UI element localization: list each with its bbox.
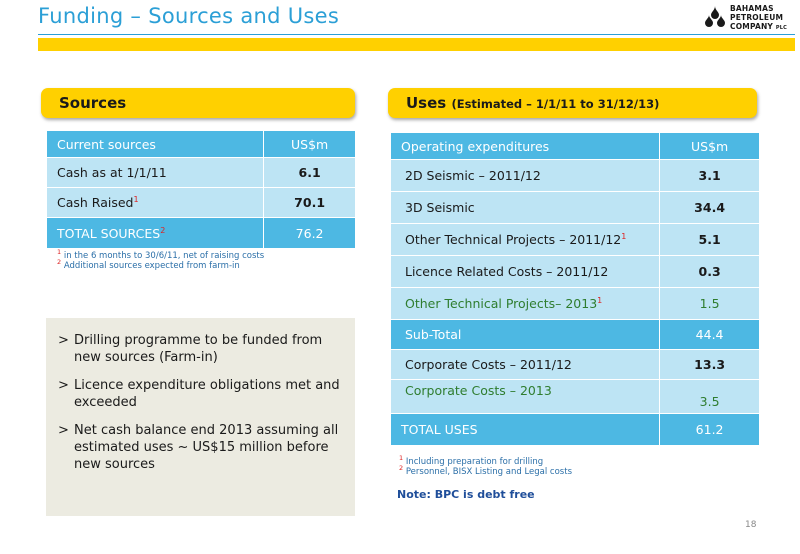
uses-row-value: 1.5 [660, 288, 760, 320]
title-divider [38, 34, 795, 35]
uses-total-label: TOTAL USES [391, 414, 660, 446]
sources-total-value: 76.2 [264, 218, 356, 249]
debt-note: Note: BPC is debt free [397, 488, 535, 501]
sources-total-label: TOTAL SOURCES$^2$ [47, 218, 264, 249]
uses-row-label: 2D Seismic – 2011/12 [391, 160, 660, 192]
table-row [391, 192, 760, 224]
table-row [47, 188, 356, 218]
uses-table [390, 132, 760, 446]
uses-header-unit: US$m [660, 133, 760, 160]
footnote: $^1$ in the 6 months to 30/6/11, net of raising costs [57, 248, 265, 261]
uses-row-value: 3.5 [660, 380, 760, 414]
logo-line3: COMPANY [730, 22, 774, 31]
sources-table [46, 130, 356, 249]
uses-row-value: 0.3 [660, 256, 760, 288]
footnote: $^2$ Personnel, BISX Listing and Legal costs [399, 464, 572, 477]
sources-heading-text: Sources [59, 94, 127, 112]
uses-footnotes [399, 454, 659, 477]
uses-header-row [391, 133, 760, 160]
uses-row-label: Corporate Costs – 2011/12 [391, 350, 660, 380]
table-row [47, 158, 356, 188]
logo-line1: BAHAMAS [730, 4, 774, 13]
table-row [391, 256, 760, 288]
sources-row-value: 6.1 [264, 158, 356, 188]
list-item: > Licence expenditure obligations met and exceeded [58, 378, 340, 410]
uses-header-label: Operating expenditures [391, 133, 660, 160]
logo-line2: PETROLEUM [730, 13, 784, 22]
sources-row-value: 70.1 [264, 188, 356, 218]
key-points-box [46, 318, 355, 516]
uses-row-label: Licence Related Costs – 2011/12 [391, 256, 660, 288]
uses-row-label: Corporate Costs – 2013 [391, 380, 660, 414]
sources-header-unit: US$m [264, 131, 356, 158]
uses-subtotal-row [391, 320, 760, 350]
page-title: Funding – Sources and Uses [38, 4, 340, 28]
uses-row-value: 3.1 [660, 160, 760, 192]
uses-total-row [391, 414, 760, 446]
title-accent-bar [38, 38, 795, 51]
footnote: $^1$ Including preparation for drilling [399, 454, 544, 467]
oil-drops-icon [703, 6, 727, 30]
table-row [391, 350, 760, 380]
uses-heading-subtitle: (Estimated – 1/1/11 to 31/12/13) [451, 97, 660, 111]
uses-subtotal-label: Sub-Total [391, 320, 660, 350]
uses-heading [388, 88, 757, 118]
uses-row-value: 5.1 [660, 224, 760, 256]
uses-row-label: Other Technical Projects – $2011/12^1$ [391, 224, 660, 256]
uses-row-value: 34.4 [660, 192, 760, 224]
uses-subtotal-value: 44.4 [660, 320, 760, 350]
sources-heading [41, 88, 355, 118]
table-row [391, 160, 760, 192]
uses-total-value: 61.2 [660, 414, 760, 446]
uses-row-label: 3D Seismic [391, 192, 660, 224]
list-item: > Net cash balance end 2013 assuming all estimated uses ~ US$15 million before new sources [58, 423, 339, 472]
footnote: $^2$ Additional sources expected from farm-in [57, 258, 240, 271]
uses-row-label: Other Technical Projects– 2013$^1$ [391, 288, 660, 320]
list-item: > Drilling programme to be funded from new sources (Farm-in) [58, 333, 323, 365]
company-logo [703, 4, 795, 34]
sources-header-label: Current sources [47, 131, 264, 158]
sources-total-row [47, 218, 356, 249]
logo-suffix: PLC [775, 25, 788, 31]
uses-heading-text: Uses [406, 94, 447, 112]
table-row [391, 288, 760, 320]
page-number: 18 [745, 520, 757, 530]
sources-row-label: Cash as at 1/1/11 [47, 158, 264, 188]
sources-row-label: Cash Raised$^1$ [47, 188, 264, 218]
uses-row-value: 13.3 [660, 350, 760, 380]
sources-footnotes [57, 248, 287, 271]
table-row [391, 224, 760, 256]
table-row [391, 380, 760, 414]
sources-header-row [47, 131, 356, 158]
